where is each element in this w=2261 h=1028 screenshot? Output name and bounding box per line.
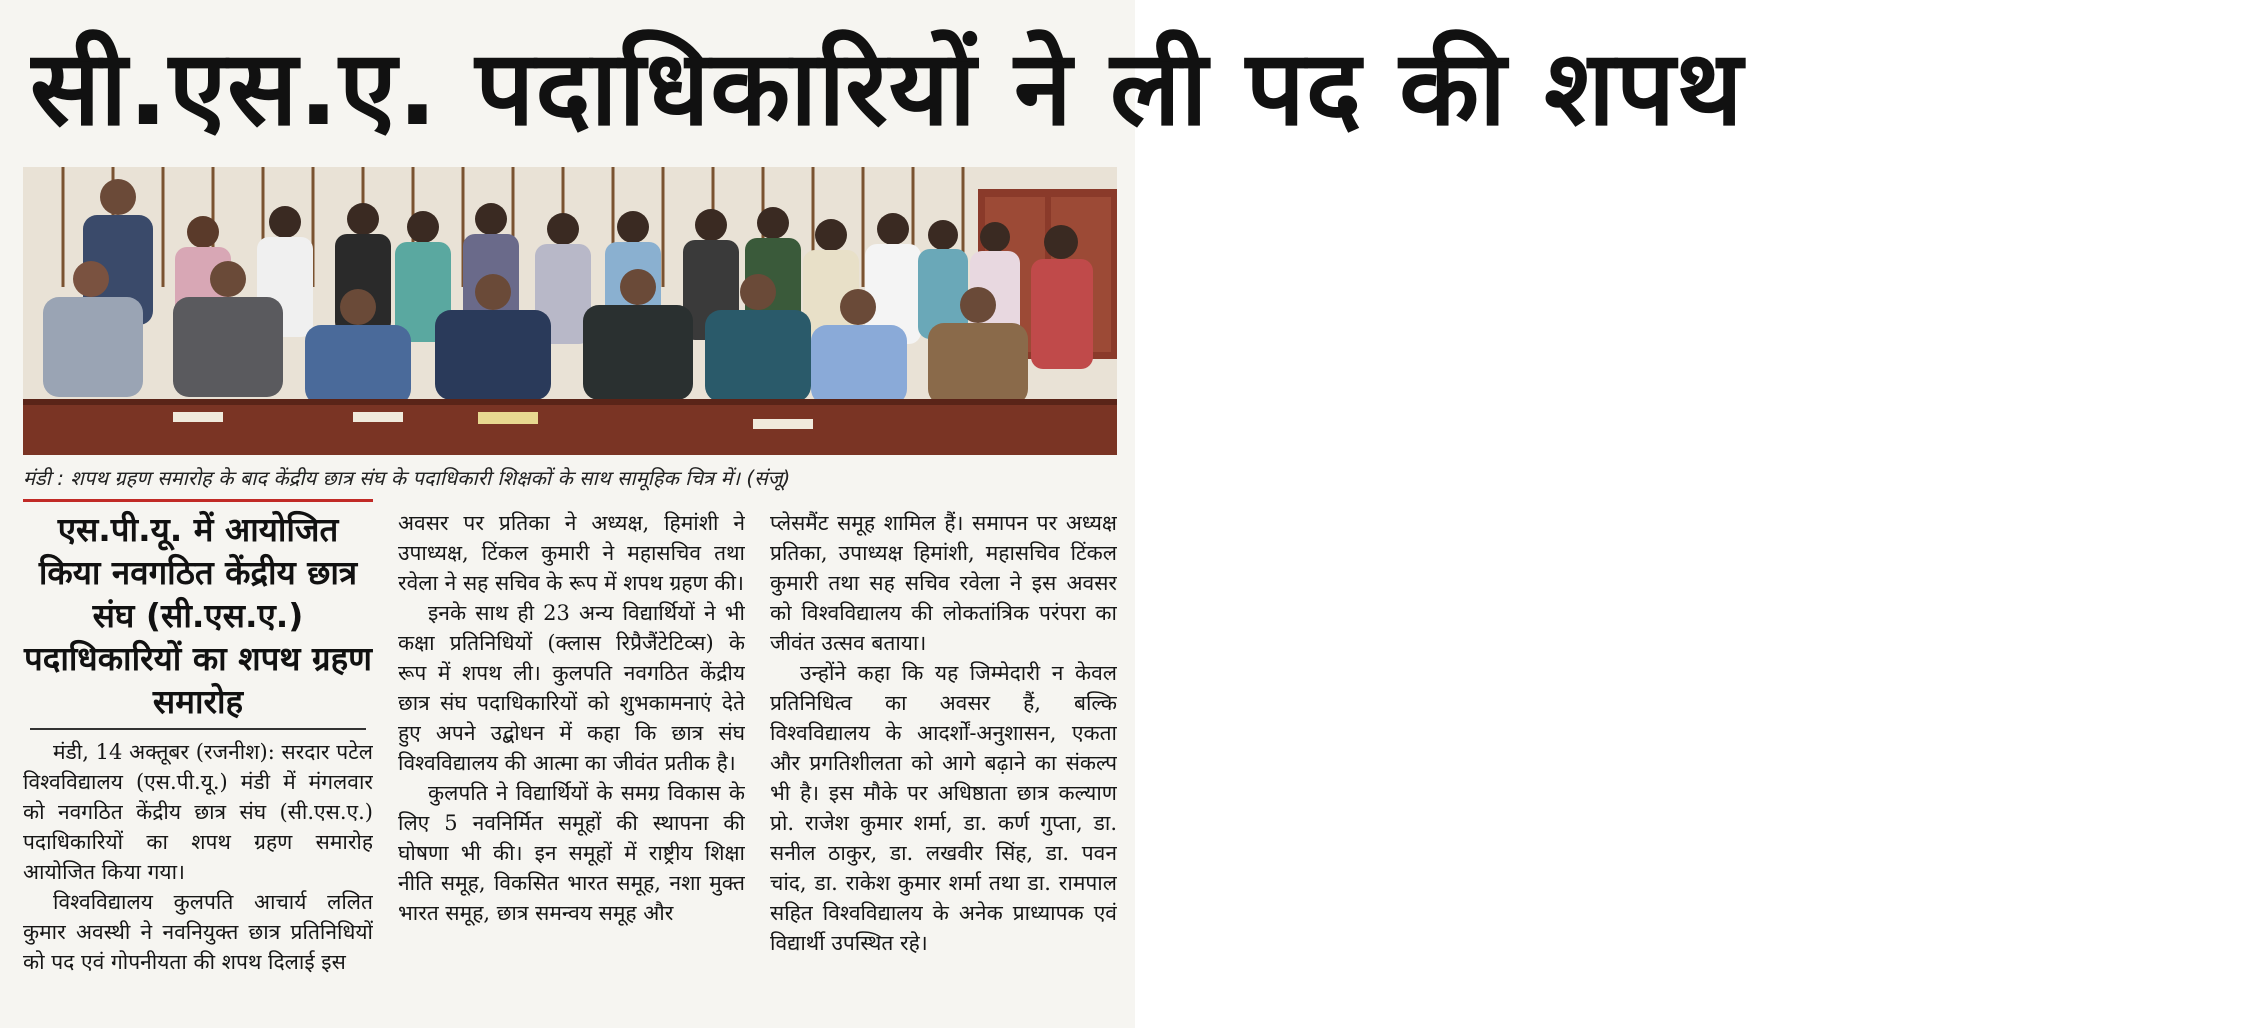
paragraph: कुलपति ने विद्यार्थियों के समग्र विकास के लिए 5 नवनिर्मित समूहों की स्थापना की घोषणा भी की। इन समूहों में राष्ट्रीय शिक्षा नीति समूह, विकसित भारत समूह, नशा मुक्त भारत समूह, छात्र समन्वय समूह और [398,781,745,925]
paragraph: प्लेसमैंट समूह शामिल हैं। समापन पर अध्यक्ष प्रतिका, उपाध्यक्ष हिमांशी, महासचिव टिंकल कुमारी तथा सह सचिव रवेला ने इस अवसर को विश्वविद्यालय की लोकतांत्रिक परंपरा का जीवंत उत्सव बताया। [770,511,1117,655]
article-column-1 [23,737,373,1017]
paragraph: अवसर पर प्रतिका ने अध्यक्ष, हिमांशी ने उपाध्यक्ष, टिंकल कुमारी ने महासचिव तथा रवेला ने सह सचिव के रूप में शपथ ग्रहण की। [398,511,745,595]
paragraph: इनके साथ ही 23 अन्य विद्यार्थियों ने भी कक्षा प्रतिनिधियों (क्लास रिप्रैजैंटेटिव्स) के रूप में शपथ ली। कुलपति नवगठित केंद्रीय छात्र संघ पदाधिकारियों को शुभकामनाएं देते हुए अपने उद्बोधन में कहा कि छात्र संघ विश्वविद्यालय की आत्मा का जीवंत प्रतीक है। [398,601,745,775]
caption-rule [23,499,373,502]
paragraph: मंडी, 14 अक्तूबर (रजनीश): सरदार पटेल विश्वविद्यालय (एस.पी.यू.) मंडी में मंगलवार को नवगठित केंद्रीय छात्र संघ (सी.एस.ए.) पदाधिकारियों का शपथ ग्रहण समारोह आयोजित किया गया। [23,740,373,884]
article-column-3 [770,508,1117,1018]
headline: सी.एस.ए. पदाधिकारियों ने ली पद की शपथ [30,27,1744,149]
subheadline-rule [30,728,366,730]
photo-caption: मंडी : शपथ ग्रहण समारोह के बाद केंद्रीय छात्र संघ के पदाधिकारी शिक्षकों के साथ सामूहिक चित्र में। (संजू) [23,466,791,490]
group-photo [23,167,1117,455]
paragraph: विश्वविद्यालय कुलपति आचार्य ललित कुमार अवस्थी ने नवनियुक्त छात्र प्रतिनिधियों को पद एवं गोपनीयता की शपथ दिलाई इस [23,890,373,974]
paragraph: उन्होंने कहा कि यह जिम्मेदारी न केवल प्रतिनिधित्व का अवसर हैं, बल्कि विश्वविद्यालय के आदर्शों-अनुशासन, एकता और प्रगतिशीलता को आगे बढ़ाने का संकल्प भी है। इस मौके पर अधिष्ठाता छात्र कल्याण प्रो. राजेश कुमार शर्मा, डा. कर्ण गुप्ता, डा. सनील ठाकुर, डा. लखवीर सिंह, डा. पवन चांद, डा. राकेश कुमार शर्मा तथा डा. रामपाल सहित विश्वविद्यालय के अनेक प्राध्यापक एवं विद्यार्थी उपस्थित रहे। [770,661,1117,955]
subheadline: एस.पी.यू. में आयोजित किया नवगठित केंद्रीय छात्र संघ (सी.एस.ए.) पदाधिकारियों का शपथ ग्रहण समारोह [24,510,372,721]
article-column-2 [398,508,745,1018]
